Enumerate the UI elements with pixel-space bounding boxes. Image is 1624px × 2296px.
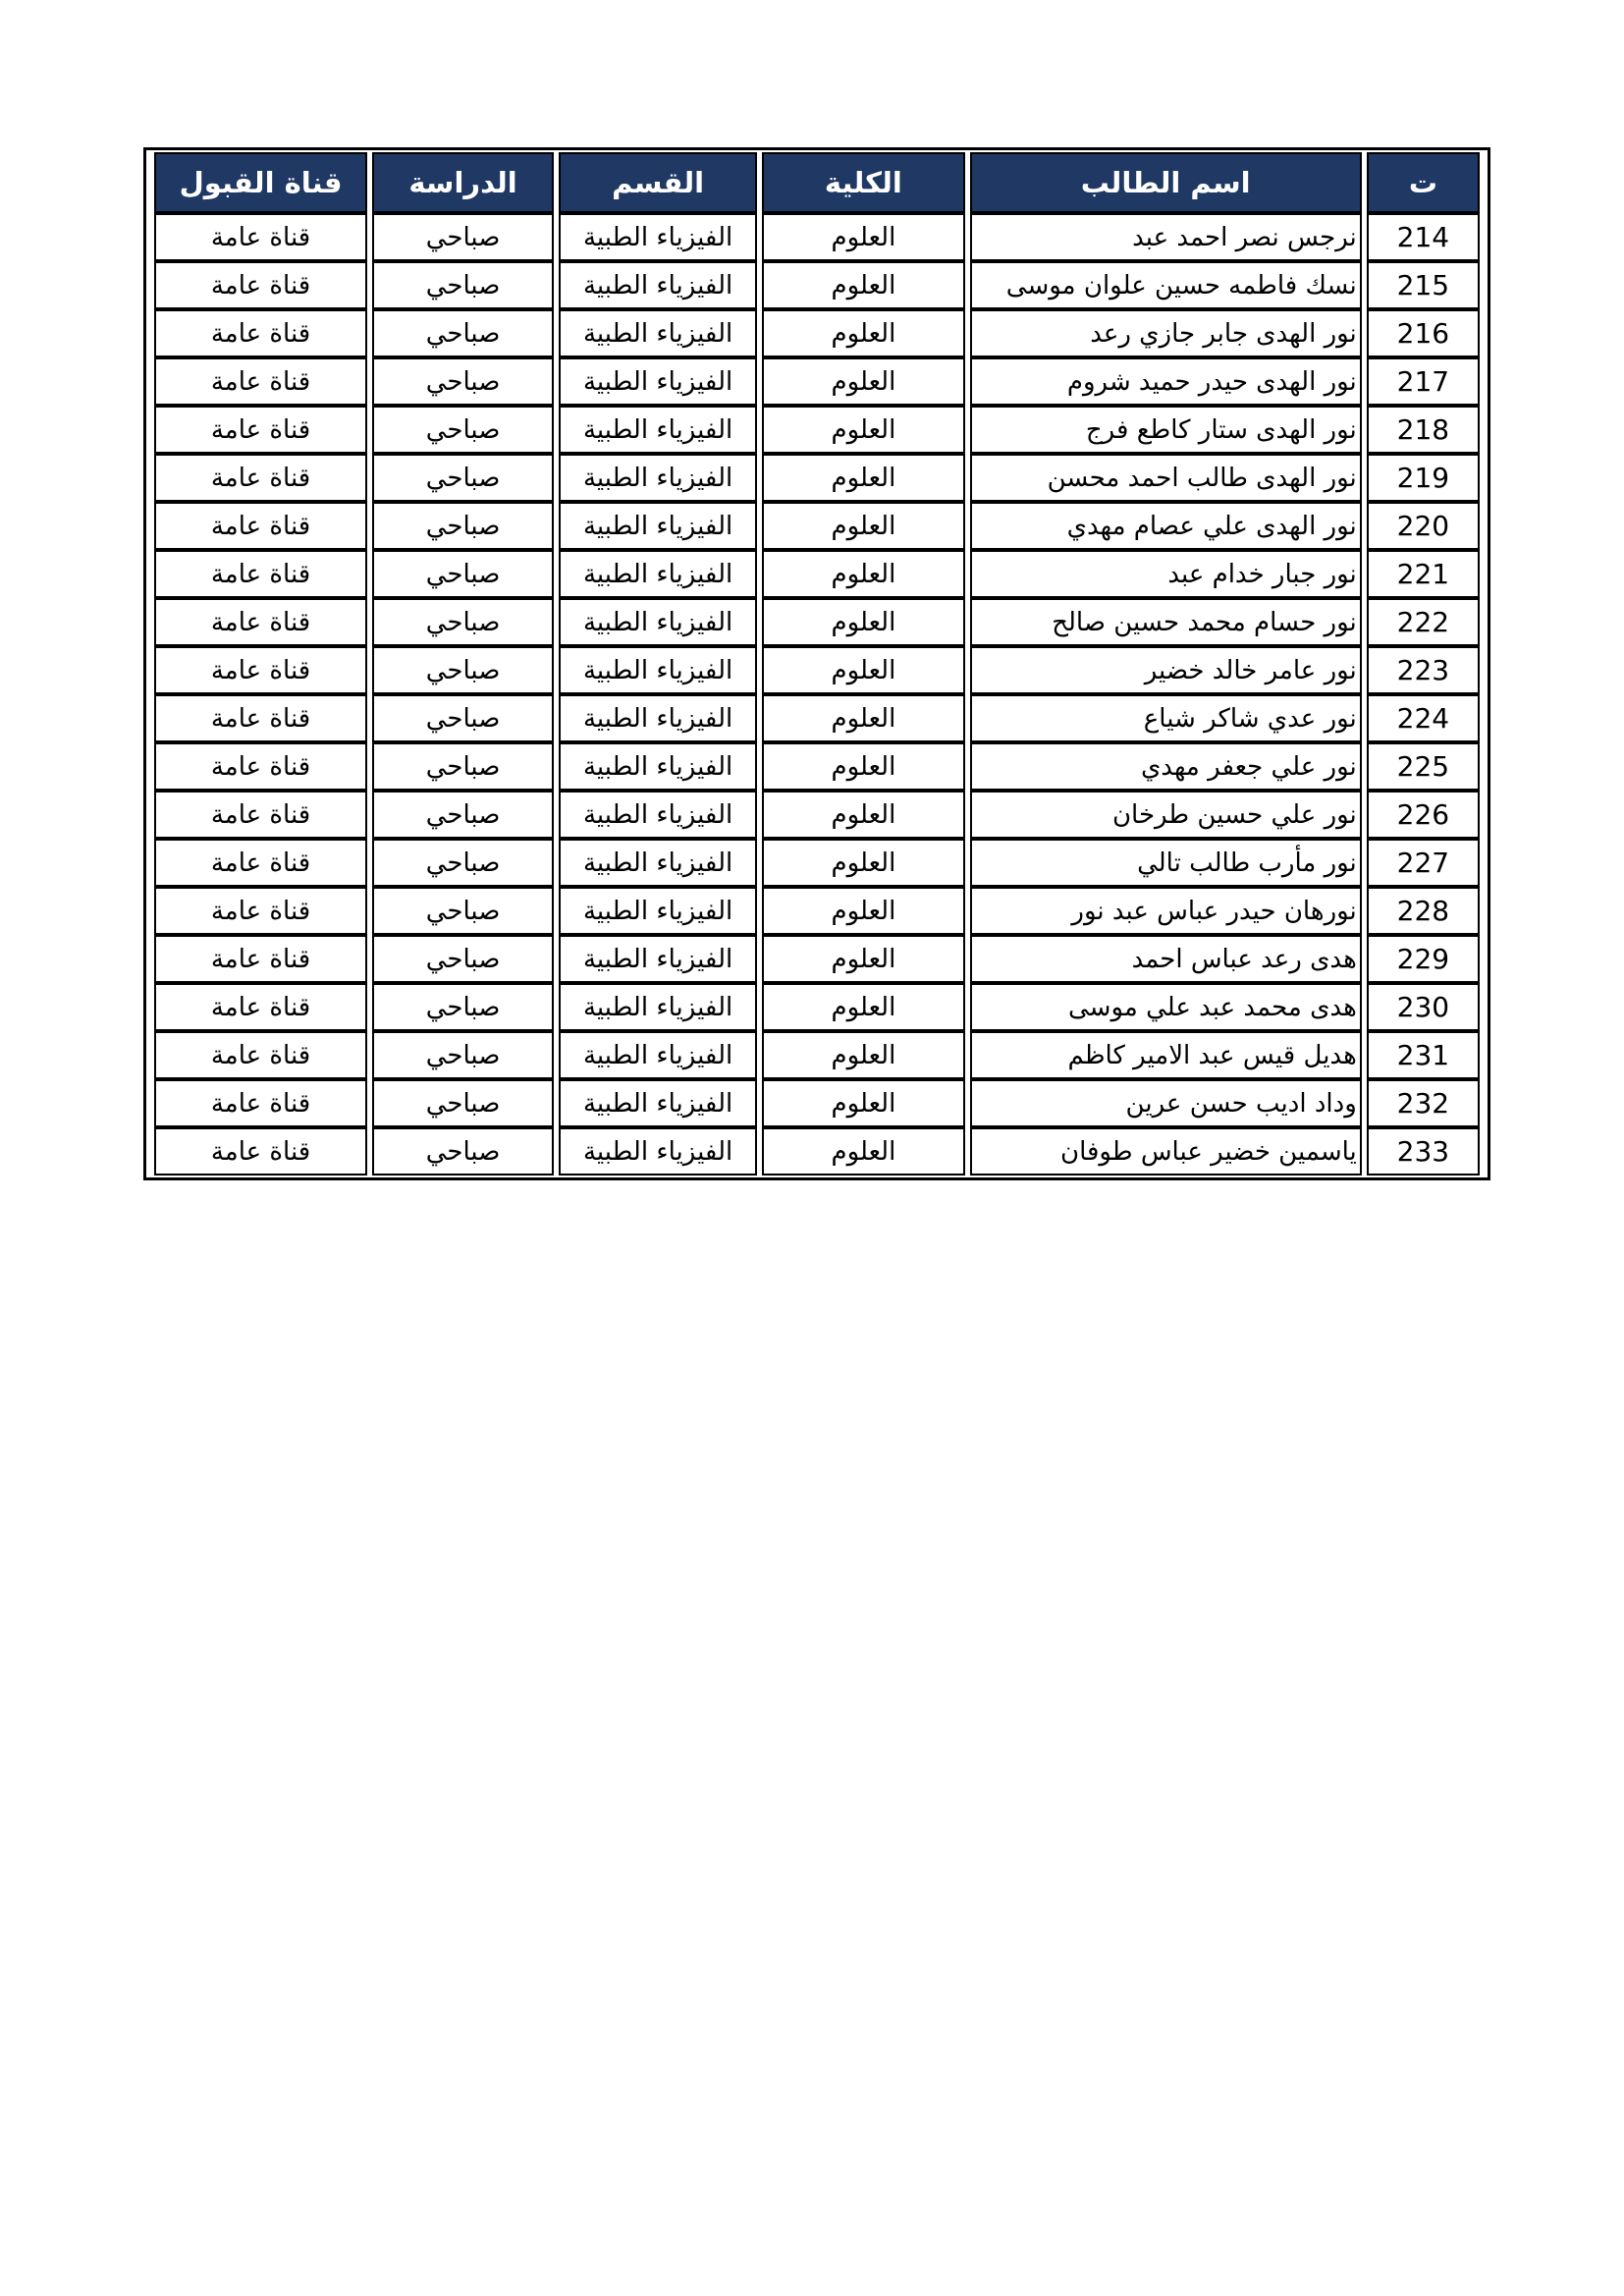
cell-study: صباحي bbox=[372, 213, 554, 261]
header-row bbox=[154, 152, 1480, 213]
cell-college: العلوم bbox=[762, 357, 964, 406]
cell-name: نور الهدى علي عصام مهدي bbox=[970, 502, 1362, 550]
cell-college: العلوم bbox=[762, 791, 964, 839]
cell-channel: قناة عامة bbox=[154, 213, 367, 261]
cell-channel: قناة عامة bbox=[154, 309, 367, 357]
table-row bbox=[154, 839, 1480, 887]
cell-name: نور عامر خالد خضير bbox=[970, 646, 1362, 694]
cell-dept: الفيزياء الطبية bbox=[559, 261, 757, 309]
cell-no: 225 bbox=[1367, 742, 1480, 791]
cell-channel: قناة عامة bbox=[154, 887, 367, 935]
cell-no: 215 bbox=[1367, 261, 1480, 309]
cell-study: صباحي bbox=[372, 935, 554, 983]
cell-college: العلوم bbox=[762, 261, 964, 309]
cell-dept: الفيزياء الطبية bbox=[559, 694, 757, 742]
cell-dept: الفيزياء الطبية bbox=[559, 454, 757, 502]
cell-no: 230 bbox=[1367, 983, 1480, 1031]
cell-college: العلوم bbox=[762, 502, 964, 550]
table-row bbox=[154, 742, 1480, 791]
table-row bbox=[154, 502, 1480, 550]
cell-name: هدى رعد عباس احمد bbox=[970, 935, 1362, 983]
table-row bbox=[154, 1079, 1480, 1127]
cell-dept: الفيزياء الطبية bbox=[559, 791, 757, 839]
cell-channel: قناة عامة bbox=[154, 694, 367, 742]
table-row bbox=[154, 357, 1480, 406]
cell-no: 223 bbox=[1367, 646, 1480, 694]
cell-channel: قناة عامة bbox=[154, 502, 367, 550]
cell-college: العلوم bbox=[762, 646, 964, 694]
cell-channel: قناة عامة bbox=[154, 1031, 367, 1079]
cell-dept: الفيزياء الطبية bbox=[559, 983, 757, 1031]
cell-channel: قناة عامة bbox=[154, 839, 367, 887]
header-cell-study: الدراسة bbox=[372, 152, 554, 213]
cell-college: العلوم bbox=[762, 1127, 964, 1175]
cell-college: العلوم bbox=[762, 309, 964, 357]
cell-name: نور علي حسين طرخان bbox=[970, 791, 1362, 839]
cell-name: ياسمين خضير عباس طوفان bbox=[970, 1127, 1362, 1175]
cell-no: 228 bbox=[1367, 887, 1480, 935]
cell-college: العلوم bbox=[762, 454, 964, 502]
student-table-body bbox=[154, 213, 1480, 1175]
cell-dept: الفيزياء الطبية bbox=[559, 887, 757, 935]
cell-dept: الفيزياء الطبية bbox=[559, 550, 757, 598]
cell-channel: قناة عامة bbox=[154, 791, 367, 839]
cell-study: صباحي bbox=[372, 1127, 554, 1175]
table-header bbox=[154, 152, 1480, 213]
table-row bbox=[154, 1031, 1480, 1079]
cell-channel: قناة عامة bbox=[154, 1079, 367, 1127]
cell-name: نور حسام محمد حسين صالح bbox=[970, 598, 1362, 646]
cell-channel: قناة عامة bbox=[154, 646, 367, 694]
cell-no: 221 bbox=[1367, 550, 1480, 598]
cell-channel: قناة عامة bbox=[154, 1127, 367, 1175]
cell-study: صباحي bbox=[372, 742, 554, 791]
student-list-table bbox=[149, 152, 1485, 1175]
cell-name: وداد اديب حسن عرين bbox=[970, 1079, 1362, 1127]
cell-name: هديل قيس عبد الامير كاظم bbox=[970, 1031, 1362, 1079]
cell-study: صباحي bbox=[372, 309, 554, 357]
cell-no: 229 bbox=[1367, 935, 1480, 983]
cell-name: نسك فاطمه حسين علوان موسى bbox=[970, 261, 1362, 309]
cell-study: صباحي bbox=[372, 502, 554, 550]
cell-no: 226 bbox=[1367, 791, 1480, 839]
cell-name: نور الهدى جابر جازي رعد bbox=[970, 309, 1362, 357]
cell-dept: الفيزياء الطبية bbox=[559, 935, 757, 983]
table-row bbox=[154, 694, 1480, 742]
cell-study: صباحي bbox=[372, 887, 554, 935]
cell-channel: قناة عامة bbox=[154, 598, 367, 646]
cell-channel: قناة عامة bbox=[154, 550, 367, 598]
cell-study: صباحي bbox=[372, 357, 554, 406]
header-cell-no: ت bbox=[1367, 152, 1480, 213]
header-cell-channel: قناة القبول bbox=[154, 152, 367, 213]
table-row bbox=[154, 646, 1480, 694]
table-row bbox=[154, 983, 1480, 1031]
cell-channel: قناة عامة bbox=[154, 935, 367, 983]
cell-college: العلوم bbox=[762, 598, 964, 646]
cell-study: صباحي bbox=[372, 1031, 554, 1079]
cell-study: صباحي bbox=[372, 791, 554, 839]
cell-college: العلوم bbox=[762, 935, 964, 983]
table-row bbox=[154, 454, 1480, 502]
cell-name: نور الهدى حيدر حميد شروم bbox=[970, 357, 1362, 406]
cell-study: صباحي bbox=[372, 983, 554, 1031]
cell-channel: قناة عامة bbox=[154, 742, 367, 791]
cell-no: 227 bbox=[1367, 839, 1480, 887]
cell-name: نور علي جعفر مهدي bbox=[970, 742, 1362, 791]
cell-name: نورهان حيدر عباس عبد نور bbox=[970, 887, 1362, 935]
cell-dept: الفيزياء الطبية bbox=[559, 309, 757, 357]
cell-study: صباحي bbox=[372, 261, 554, 309]
cell-dept: الفيزياء الطبية bbox=[559, 1079, 757, 1127]
table-row bbox=[154, 1127, 1480, 1175]
cell-name: نرجس نصر احمد عبد bbox=[970, 213, 1362, 261]
student-list-table-container bbox=[143, 147, 1490, 1180]
cell-name: نور الهدى ستار كاطع فرج bbox=[970, 406, 1362, 454]
cell-study: صباحي bbox=[372, 646, 554, 694]
cell-dept: الفيزياء الطبية bbox=[559, 839, 757, 887]
header-cell-name: اسم الطالب bbox=[970, 152, 1362, 213]
cell-college: العلوم bbox=[762, 887, 964, 935]
cell-college: العلوم bbox=[762, 742, 964, 791]
cell-channel: قناة عامة bbox=[154, 357, 367, 406]
cell-college: العلوم bbox=[762, 839, 964, 887]
cell-name: نور عدي شاكر شياع bbox=[970, 694, 1362, 742]
cell-channel: قناة عامة bbox=[154, 406, 367, 454]
cell-study: صباحي bbox=[372, 839, 554, 887]
cell-college: العلوم bbox=[762, 694, 964, 742]
table-row bbox=[154, 550, 1480, 598]
table-row bbox=[154, 309, 1480, 357]
cell-dept: الفيزياء الطبية bbox=[559, 598, 757, 646]
cell-college: العلوم bbox=[762, 1079, 964, 1127]
table-row bbox=[154, 791, 1480, 839]
cell-study: صباحي bbox=[372, 550, 554, 598]
cell-no: 220 bbox=[1367, 502, 1480, 550]
table-row bbox=[154, 935, 1480, 983]
cell-college: العلوم bbox=[762, 983, 964, 1031]
cell-no: 218 bbox=[1367, 406, 1480, 454]
cell-channel: قناة عامة bbox=[154, 983, 367, 1031]
cell-college: العلوم bbox=[762, 1031, 964, 1079]
cell-no: 231 bbox=[1367, 1031, 1480, 1079]
cell-study: صباحي bbox=[372, 406, 554, 454]
cell-channel: قناة عامة bbox=[154, 454, 367, 502]
cell-no: 214 bbox=[1367, 213, 1480, 261]
cell-dept: الفيزياء الطبية bbox=[559, 406, 757, 454]
cell-dept: الفيزياء الطبية bbox=[559, 357, 757, 406]
cell-dept: الفيزياء الطبية bbox=[559, 502, 757, 550]
header-cell-dept: القسم bbox=[559, 152, 757, 213]
table-row bbox=[154, 406, 1480, 454]
table-row bbox=[154, 213, 1480, 261]
cell-dept: الفيزياء الطبية bbox=[559, 213, 757, 261]
cell-dept: الفيزياء الطبية bbox=[559, 742, 757, 791]
cell-dept: الفيزياء الطبية bbox=[559, 1031, 757, 1079]
table-row bbox=[154, 261, 1480, 309]
cell-name: نور الهدى طالب احمد محسن bbox=[970, 454, 1362, 502]
cell-college: العلوم bbox=[762, 213, 964, 261]
cell-study: صباحي bbox=[372, 598, 554, 646]
cell-channel: قناة عامة bbox=[154, 261, 367, 309]
cell-no: 217 bbox=[1367, 357, 1480, 406]
cell-study: صباحي bbox=[372, 1079, 554, 1127]
cell-college: العلوم bbox=[762, 550, 964, 598]
table-row bbox=[154, 887, 1480, 935]
cell-no: 216 bbox=[1367, 309, 1480, 357]
cell-name: هدى محمد عبد علي موسى bbox=[970, 983, 1362, 1031]
cell-dept: الفيزياء الطبية bbox=[559, 1127, 757, 1175]
cell-study: صباحي bbox=[372, 454, 554, 502]
cell-college: العلوم bbox=[762, 406, 964, 454]
cell-no: 219 bbox=[1367, 454, 1480, 502]
table-row bbox=[154, 598, 1480, 646]
cell-no: 222 bbox=[1367, 598, 1480, 646]
cell-name: نور جبار خدام عبد bbox=[970, 550, 1362, 598]
cell-dept: الفيزياء الطبية bbox=[559, 646, 757, 694]
cell-no: 224 bbox=[1367, 694, 1480, 742]
cell-no: 233 bbox=[1367, 1127, 1480, 1175]
cell-no: 232 bbox=[1367, 1079, 1480, 1127]
cell-study: صباحي bbox=[372, 694, 554, 742]
header-cell-college: الكلية bbox=[762, 152, 964, 213]
cell-name: نور مأرب طالب تالي bbox=[970, 839, 1362, 887]
